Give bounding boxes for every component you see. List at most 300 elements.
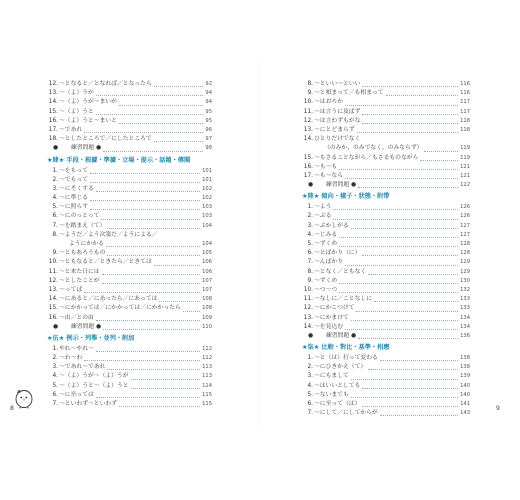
- entry-number: 7.: [52, 222, 58, 229]
- dot-leader: [362, 406, 458, 407]
- dot-leader: [90, 200, 200, 201]
- entry-number: 14.: [303, 136, 313, 143]
- entry-page-number: 143: [459, 409, 470, 418]
- entry-page-number: 121: [459, 172, 470, 181]
- entry-title: 〜をもって: [59, 167, 88, 174]
- entry-number: 15.: [303, 154, 313, 161]
- entry-title: 〜ようだ／よう次第だ／ようによる／: [59, 231, 158, 238]
- dot-leader: [90, 182, 200, 183]
- chapter-heading: ★柒★ 比較・對比・基準・相應: [302, 344, 390, 352]
- dot-leader: [106, 246, 200, 247]
- toc-entry: [302, 98, 470, 107]
- dot-leader: [96, 114, 204, 115]
- toc-entry: [302, 354, 470, 363]
- entry-title: 〜ってば: [59, 286, 83, 293]
- entry-number: 6.: [52, 391, 58, 398]
- entry-number: 13.: [303, 126, 313, 133]
- dot-leader: [351, 379, 458, 380]
- entry-title: ようにかかる: [69, 241, 104, 247]
- entry-page-number: 122: [459, 181, 470, 190]
- entry-number: 6.: [307, 250, 313, 257]
- right-section-bottom: [302, 354, 470, 418]
- toc-entry: [302, 203, 470, 212]
- toc-entry: [47, 212, 212, 221]
- entry-number: 6.: [52, 213, 58, 220]
- dot-leader: [107, 369, 200, 370]
- left-section-mid: [47, 167, 212, 332]
- entry-number: 13.: [48, 90, 58, 97]
- entry-number: 17.: [303, 172, 313, 179]
- entry-title: 〜に至っては: [59, 391, 94, 398]
- entry-title: 〜といい〜といい: [314, 81, 361, 87]
- entry-title: 〜としたことが: [59, 277, 100, 284]
- toc-entry: [47, 372, 212, 381]
- toc-entry: [47, 304, 212, 313]
- entry-title: 〜となく／ともなく: [314, 268, 367, 275]
- dot-leader: [103, 329, 200, 330]
- entry-title: 〜と（は）打って変わる: [314, 355, 378, 362]
- toc-entry: [47, 108, 212, 117]
- chapter-heading: ★陸★ 傾向・樣子・狀態・附帶: [302, 193, 390, 201]
- entry-page-number: 117: [459, 98, 470, 107]
- dot-leader: [380, 415, 458, 416]
- entry-title: 〜ともあろうもの: [59, 250, 106, 257]
- entry-page-number: 117: [459, 108, 470, 117]
- entry-number: 14.: [303, 323, 313, 330]
- entry-page-number: 102: [201, 185, 212, 194]
- entry-page-number: 92: [204, 80, 212, 89]
- entry-number: 4.: [52, 195, 58, 202]
- dot-leader: [351, 397, 458, 398]
- entry-page-number: 112: [201, 345, 212, 354]
- entry-title: 〜となると／となれば／となったら: [59, 81, 152, 87]
- entry-title: 〜としたところで／にしたところで: [59, 136, 152, 143]
- toc-entry: [47, 89, 212, 98]
- entry-page-number: 133: [459, 295, 470, 304]
- entry-number: 7.: [307, 410, 313, 417]
- toc-entry: [302, 409, 470, 418]
- toc-entry: [302, 286, 470, 295]
- toc-entry: [47, 249, 212, 258]
- entry-title: 〜にのっとって: [59, 213, 100, 220]
- dot-leader: [119, 105, 203, 106]
- dot-leader: [183, 311, 200, 312]
- page-number-left: 8: [10, 405, 14, 412]
- entry-number: ●: [52, 145, 58, 152]
- dot-leader: [84, 292, 200, 293]
- entry-number: 5.: [307, 241, 313, 247]
- entry-number: 3.: [307, 373, 313, 380]
- entry-page-number: 108: [201, 295, 212, 304]
- toc-entry: [47, 391, 212, 400]
- entry-title: 練習問題 ●: [326, 182, 357, 189]
- entry-title: 〜よう: [314, 204, 332, 211]
- entry-number: 7.: [307, 259, 313, 266]
- dot-leader: [339, 246, 458, 247]
- toc-entry: [302, 304, 470, 313]
- entry-title: 〜（よ）うと: [59, 108, 94, 115]
- dot-leader: [362, 255, 458, 256]
- entry-page-number: 113: [201, 363, 212, 372]
- dot-leader: [131, 379, 201, 380]
- toc-entry: [47, 277, 212, 286]
- entry-title: 〜はいいとしても: [314, 382, 361, 389]
- dot-leader: [333, 219, 458, 220]
- dot-leader: [107, 255, 200, 256]
- entry-title: 〜ぶかしがる: [314, 222, 349, 229]
- entry-page-number: 94: [204, 98, 212, 107]
- left-page-toc: [47, 80, 212, 409]
- dot-leader: [345, 105, 458, 106]
- entry-title: 〜んばかり: [314, 259, 343, 266]
- dot-leader: [362, 123, 458, 124]
- entry-number: 2.: [307, 364, 313, 371]
- entry-title: 〜も〜なら: [314, 172, 343, 179]
- dot-leader: [96, 95, 204, 96]
- entry-page-number: 97: [204, 135, 212, 144]
- entry-title: 〜といわず〜といわず: [59, 401, 117, 407]
- dot-leader: [351, 228, 458, 229]
- toc-entry: [302, 89, 470, 98]
- entry-number: 17.: [48, 126, 58, 133]
- entry-title: 〜に至って（は）: [314, 401, 361, 407]
- entry-page-number: 138: [459, 363, 470, 372]
- right-section-mid: [302, 203, 470, 341]
- entry-number: 1.: [52, 167, 58, 174]
- entry-title: 〜（よ）うが〜（よ）うが: [59, 373, 129, 380]
- entry-number: 8.: [307, 81, 313, 87]
- entry-number: 3.: [307, 222, 313, 229]
- toc-entry: [302, 117, 470, 126]
- entry-number: 13.: [48, 286, 58, 293]
- entry-title: 〜ずくめ: [314, 241, 338, 247]
- dot-leader: [154, 86, 204, 87]
- dot-leader: [424, 151, 458, 152]
- entry-title: 〜なしに／ことなしに: [314, 296, 372, 303]
- exercise-entry: [47, 144, 212, 153]
- toc-entry: [302, 163, 470, 172]
- toc-entry: [47, 185, 212, 194]
- entry-title: 〜でもって: [59, 176, 88, 183]
- toc-entry: [47, 363, 212, 372]
- dot-leader: [357, 132, 459, 133]
- entry-page-number: 101: [201, 167, 212, 176]
- toc-entry: [47, 314, 212, 323]
- toc-entry: [302, 400, 470, 409]
- entry-number: 9.: [52, 250, 58, 257]
- toc-entry: [302, 240, 470, 249]
- toc-entry: [302, 80, 470, 89]
- toc-entry: [302, 135, 470, 144]
- dot-leader: [374, 301, 458, 302]
- entry-number: 14.: [48, 99, 58, 106]
- entry-number: 11.: [48, 268, 58, 275]
- entry-title: 〜とばかり（に）: [314, 250, 361, 257]
- entry-page-number: 126: [459, 212, 470, 221]
- entry-number: 11.: [303, 108, 313, 115]
- entry-title: 〜（よ）うが〜まいが: [59, 99, 117, 106]
- entry-title: ひとりだけでなく: [314, 136, 361, 143]
- entry-page-number: 109: [201, 314, 212, 323]
- dot-leader: [84, 132, 203, 133]
- entry-number: 8.: [52, 231, 58, 238]
- entry-number: 5.: [307, 391, 313, 398]
- dot-leader: [368, 369, 458, 370]
- entry-title: 〜ずくめ: [314, 277, 338, 284]
- entry-page-number: 129: [459, 268, 470, 277]
- entry-title: 〜にして／にしてからが: [314, 410, 378, 417]
- entry-title: 〜ないまでも: [314, 391, 349, 398]
- entry-page-number: 129: [459, 258, 470, 267]
- entry-title: 〜と相まって／も相まって: [314, 90, 384, 97]
- entry-title: 〜にそくする: [59, 185, 94, 192]
- toc-entry: [47, 345, 212, 354]
- toc-entry: [47, 240, 212, 249]
- toc-entry: [47, 286, 212, 295]
- entry-title: 〜じみる: [314, 231, 338, 238]
- dot-leader: [339, 169, 458, 170]
- toc-entry: [47, 222, 212, 231]
- entry-title: 〜にひきかえ（て）: [314, 364, 367, 371]
- entry-number: 9.: [307, 90, 313, 97]
- entry-page-number: 116: [459, 80, 470, 89]
- entry-page-number: 114: [201, 382, 212, 391]
- page-gutter: [258, 60, 259, 430]
- toc-entry: [302, 372, 470, 381]
- entry-title: 〜であれ〜であれ: [59, 364, 106, 371]
- entry-number: 1.: [52, 345, 58, 352]
- right-section-top: [302, 80, 470, 190]
- entry-number: 6.: [307, 401, 313, 407]
- entry-number: 2.: [307, 213, 313, 220]
- entry-page-number: 121: [459, 163, 470, 172]
- toc-entry: [47, 400, 212, 409]
- entry-title: 〜も〜も: [314, 163, 338, 170]
- entry-title: 〜にとどまらず: [314, 126, 355, 133]
- dot-leader: [368, 274, 458, 275]
- toc-entry: [47, 80, 212, 89]
- dot-leader: [96, 191, 200, 192]
- entry-page-number: 116: [459, 89, 470, 98]
- entry-title: 〜（よ）うが: [59, 90, 94, 97]
- dot-leader: [107, 228, 200, 229]
- entry-page-number: 127: [459, 231, 470, 240]
- dot-leader: [380, 360, 458, 361]
- dot-leader: [333, 209, 458, 210]
- entry-page-number: 95: [204, 117, 212, 126]
- entry-page-number: 113: [201, 372, 212, 381]
- entry-page-number: 98: [204, 144, 212, 153]
- dot-leader: [84, 360, 200, 361]
- entry-title: 〜ぶる: [314, 213, 332, 220]
- dot-leader: [119, 406, 200, 407]
- entry-page-number: 118: [459, 126, 470, 135]
- entry-title: 〜（よ）うと〜（よ）うと: [59, 382, 129, 389]
- entry-title: 〜であれ: [59, 126, 83, 133]
- dot-leader: [96, 351, 200, 352]
- entry-title: 〜ともなると／ときたら／ときては: [59, 259, 152, 266]
- entry-number: 12.: [48, 277, 58, 284]
- dot-leader: [90, 209, 200, 210]
- entry-page-number: 134: [459, 314, 470, 323]
- entry-page-number: 115: [201, 391, 212, 400]
- entry-number: 7.: [52, 401, 58, 407]
- entry-title: 〜にかまけて: [314, 314, 349, 321]
- entry-page-number: 95: [204, 108, 212, 117]
- dot-leader: [103, 151, 203, 152]
- entry-title: 〜を見込む: [314, 323, 343, 330]
- toc-entry: [302, 154, 470, 163]
- toc-entry: [47, 268, 212, 277]
- left-section-top: [47, 80, 212, 154]
- entry-number: 2.: [52, 176, 58, 183]
- dot-leader: [420, 160, 458, 161]
- entry-page-number: 110: [201, 323, 212, 332]
- entry-number: 5.: [52, 204, 58, 211]
- entry-title: 練習問題 ●: [71, 323, 102, 330]
- entry-page-number: 134: [459, 323, 470, 332]
- entry-number: 18.: [48, 136, 58, 143]
- entry-page-number: 112: [201, 354, 212, 363]
- entry-page-number: 102: [201, 194, 212, 203]
- entry-page-number: 130: [459, 277, 470, 286]
- entry-number: 10.: [48, 259, 58, 266]
- entry-page-number: 139: [459, 372, 470, 381]
- entry-page-number: 108: [201, 304, 212, 313]
- dot-leader: [358, 187, 458, 188]
- entry-page-number: 141: [459, 400, 470, 409]
- dot-leader: [345, 265, 458, 266]
- entry-title: 〜は言わずもがな: [314, 117, 361, 124]
- entry-number: 1.: [307, 204, 313, 211]
- toc-entry: [302, 382, 470, 391]
- toc-entry: [47, 354, 212, 363]
- entry-page-number: 118: [459, 117, 470, 126]
- entry-title: 〜は言うに及ばず: [314, 108, 361, 115]
- entry-title: 〜にあると／にあったら／にあっては: [59, 296, 158, 303]
- dot-leader: [339, 292, 458, 293]
- toc-entry: [47, 176, 212, 185]
- toc-entry: [302, 249, 470, 258]
- entry-number: 15.: [48, 108, 58, 115]
- entry-page-number: 106: [201, 268, 212, 277]
- right-page-toc: [302, 80, 470, 418]
- toc-entry: [47, 203, 212, 212]
- entry-page-number: 140: [459, 382, 470, 391]
- entry-number: 14.: [48, 296, 58, 303]
- dot-leader: [131, 388, 201, 389]
- entry-title: 〜にかこつけて: [314, 305, 355, 312]
- entry-title: （のみか、のみでなく、のみならず）: [324, 145, 423, 152]
- entry-page-number: 119: [459, 154, 470, 163]
- entry-page-number: 127: [459, 222, 470, 231]
- dot-leader: [339, 283, 458, 284]
- entry-page-number: 94: [204, 89, 212, 98]
- entry-title: 〜に照らす: [59, 204, 88, 211]
- dot-leader: [345, 178, 458, 179]
- toc-entry: [302, 323, 470, 332]
- dot-leader: [90, 173, 200, 174]
- toc-entry: [302, 144, 470, 153]
- toc-entry: [302, 222, 470, 231]
- toc-entry: [47, 167, 212, 176]
- entry-number: 3.: [52, 364, 58, 371]
- chapter-heading: ★伍★ 例示・列舉・並列・附加: [47, 334, 135, 342]
- toc-entry: [47, 117, 212, 126]
- toc-entry: [302, 295, 470, 304]
- entry-page-number: 119: [459, 144, 470, 153]
- exercise-entry: [302, 332, 470, 341]
- entry-number: 4.: [307, 231, 313, 238]
- entry-number: 9.: [307, 277, 313, 284]
- toc-entry: [47, 194, 212, 203]
- entry-number: 4.: [307, 382, 313, 389]
- toc-entry: [47, 295, 212, 304]
- entry-page-number: 96: [204, 126, 212, 135]
- dot-leader: [154, 141, 204, 142]
- entry-number: 5.: [52, 382, 58, 389]
- entry-page-number: 103: [201, 212, 212, 221]
- entry-number: 8.: [307, 268, 313, 275]
- entry-number: 4.: [52, 373, 58, 380]
- dot-leader: [345, 329, 458, 330]
- entry-page-number: 133: [459, 304, 470, 313]
- entry-page-number: 132: [459, 286, 470, 295]
- entry-title: 〜を踏まえ（て）: [59, 222, 106, 229]
- entry-title: 〜由／との由: [59, 314, 94, 321]
- entry-number: 16.: [48, 117, 58, 124]
- entry-page-number: 107: [201, 277, 212, 286]
- entry-title: 〜に準じる: [59, 195, 88, 202]
- toc-entry: [47, 126, 212, 135]
- dot-leader: [339, 237, 458, 238]
- toc-entry: [302, 391, 470, 400]
- entry-number: ●: [307, 182, 313, 189]
- toc-entry: [302, 126, 470, 135]
- exercise-entry: [47, 323, 212, 332]
- toc-entry: [302, 212, 470, 221]
- dot-leader: [101, 219, 200, 220]
- entry-page-number: 104: [201, 240, 212, 249]
- chapter-heading: ★肆★ 手段・根據・準據・立場・提示・話題・傳聞: [47, 156, 191, 164]
- dot-leader: [362, 86, 458, 87]
- dot-leader: [154, 265, 200, 266]
- entry-number: 16.: [48, 314, 58, 321]
- entry-number: 10.: [303, 99, 313, 106]
- entry-title: 〜もさることながら／もさるものながら: [314, 154, 419, 161]
- mascot-bird-icon: [14, 387, 34, 409]
- dot-leader: [96, 397, 200, 398]
- entry-number: 1.: [307, 355, 313, 362]
- dot-leader: [351, 320, 458, 321]
- entry-number: 13.: [303, 314, 313, 321]
- entry-title: 〜つ〜つ: [314, 286, 338, 293]
- entry-title: 〜にかかっては／にかかっては／にかかったら: [59, 305, 181, 312]
- entry-page-number: 136: [459, 332, 470, 341]
- entry-title: 〜にもまして: [314, 373, 349, 380]
- toc-entry: [302, 268, 470, 277]
- entry-number: 10.: [303, 286, 313, 293]
- entry-title: 〜（よ）うと〜まいと: [59, 117, 117, 124]
- page-number-right: 9: [496, 405, 500, 412]
- toc-entry: [47, 382, 212, 391]
- toc-entry: [47, 135, 212, 144]
- entry-number: 12.: [303, 117, 313, 124]
- dot-leader: [362, 388, 458, 389]
- entry-title: 〜と来た日には: [59, 268, 100, 275]
- entry-title: 練習問題 ●: [71, 145, 102, 152]
- left-section-bottom: [47, 345, 212, 409]
